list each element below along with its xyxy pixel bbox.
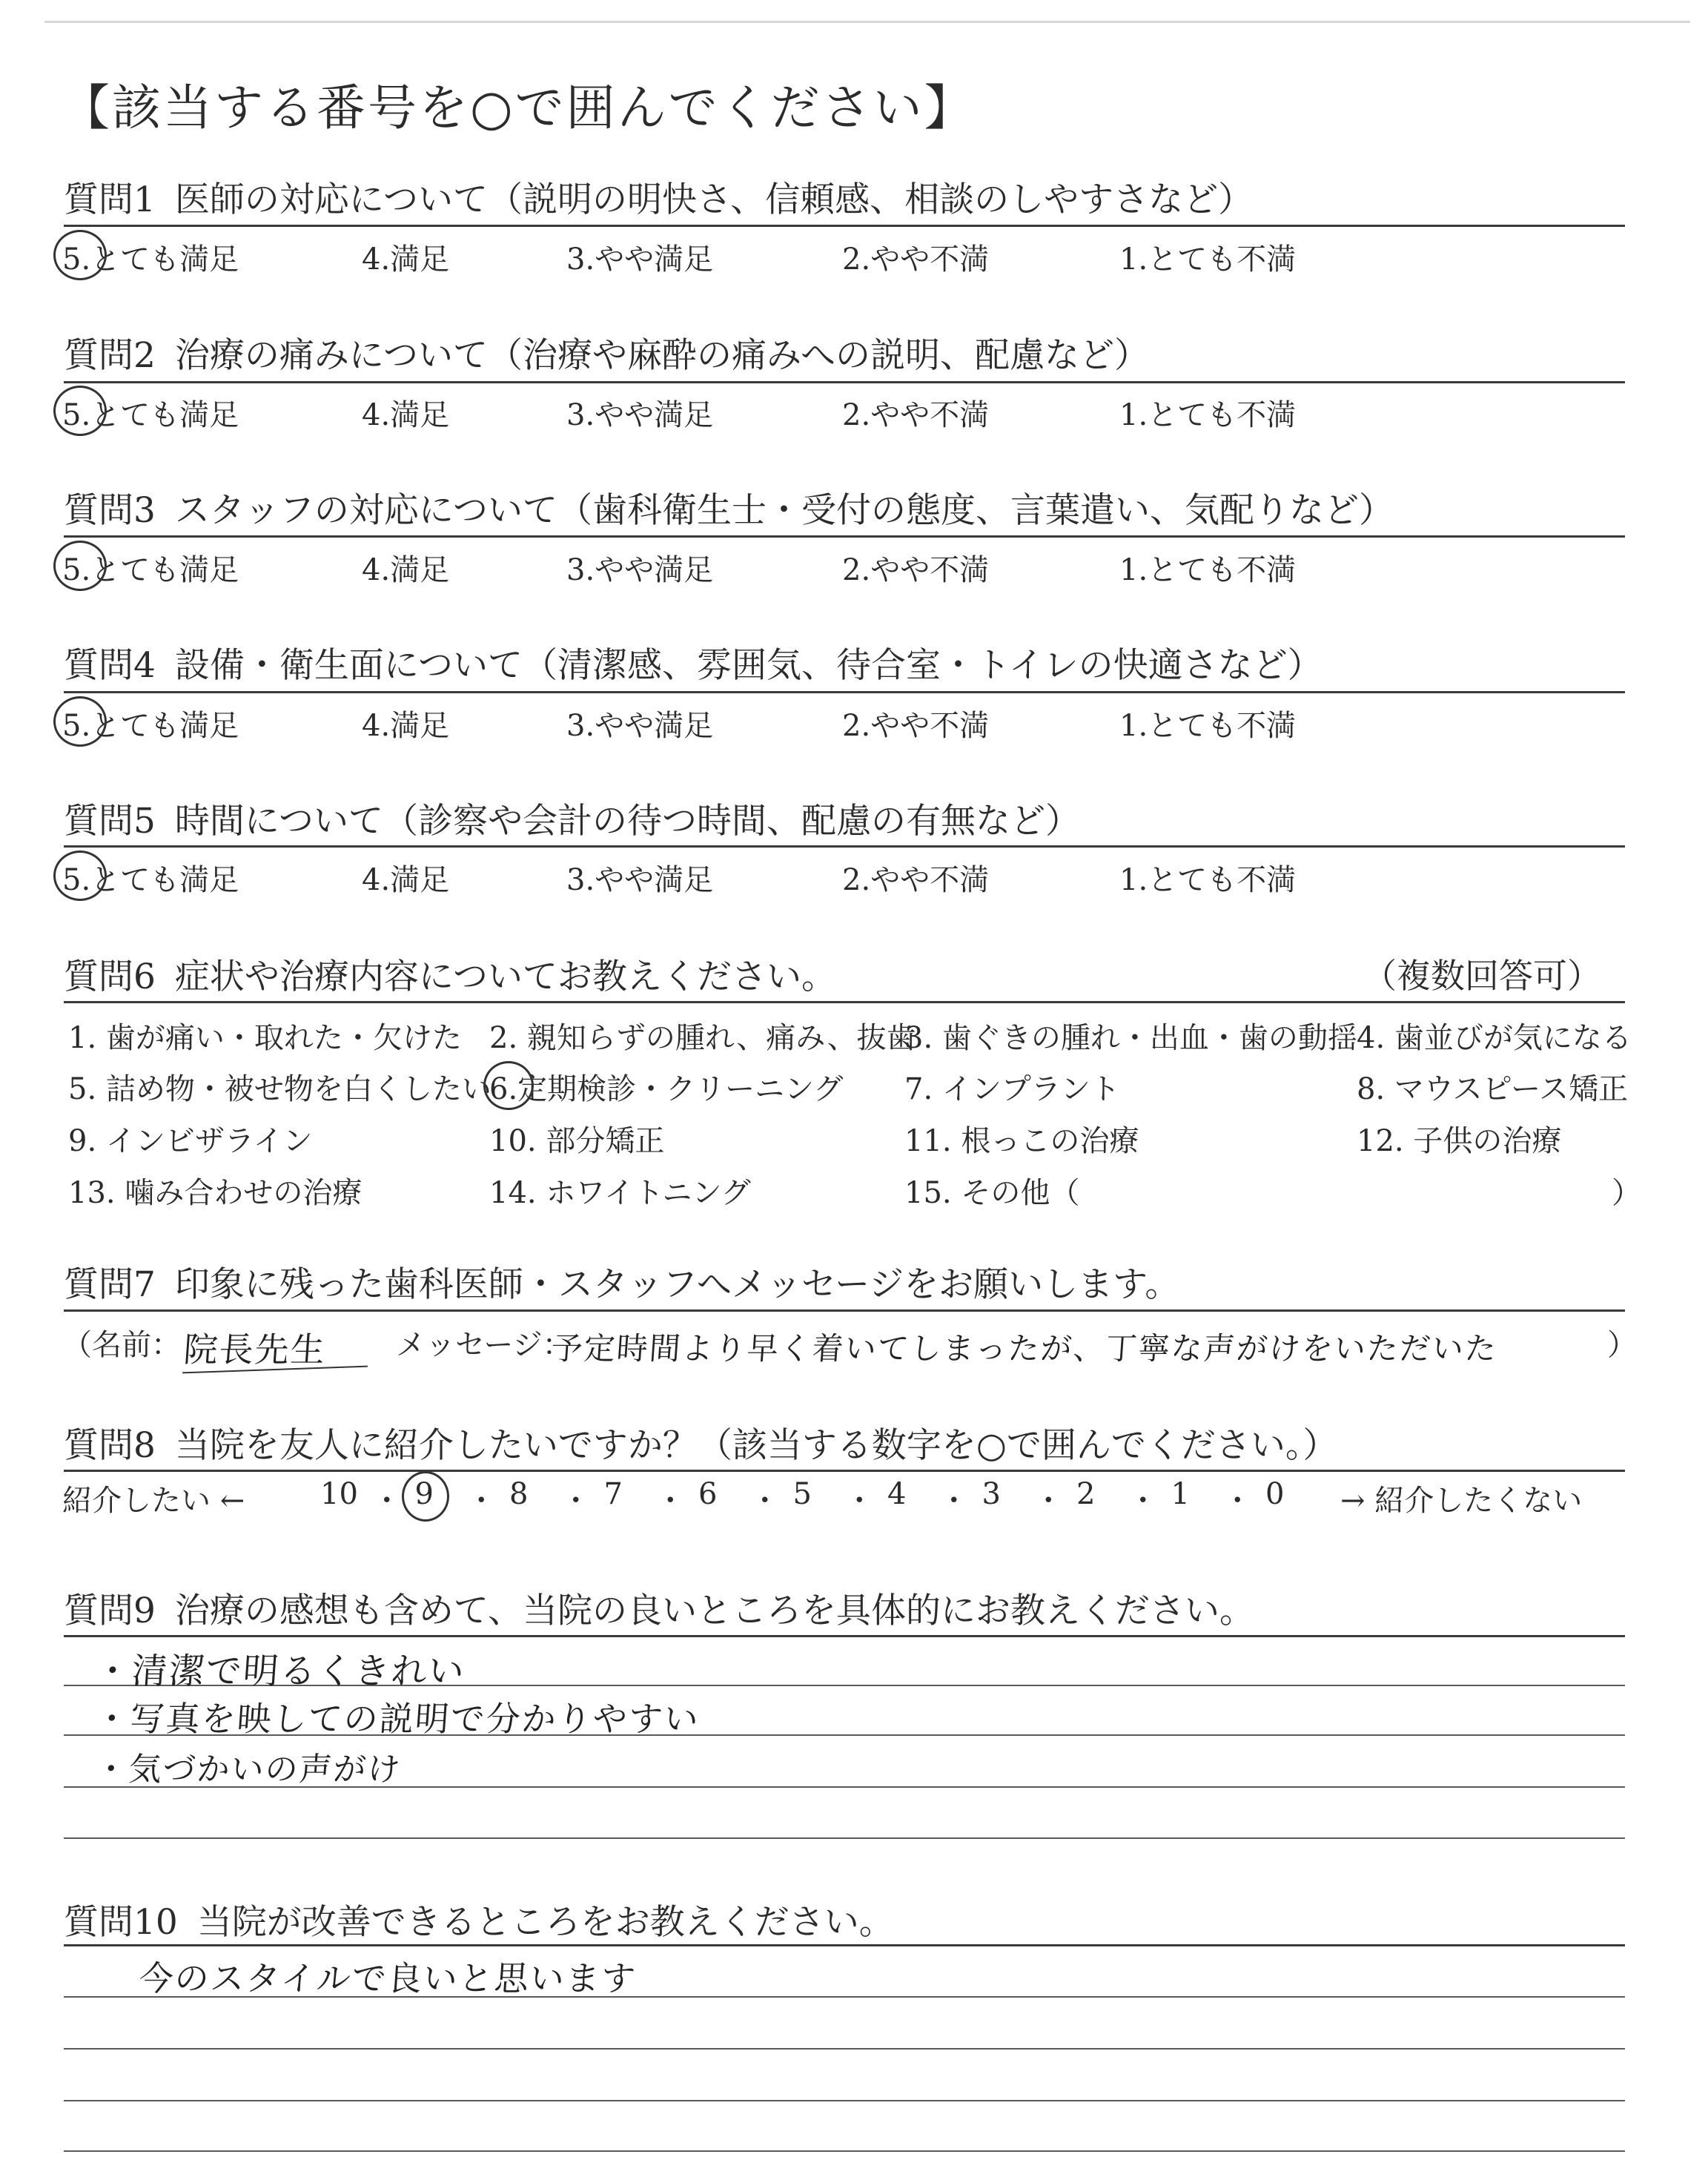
symptom-option-5[interactable]: 5. 詰め物・被せ物を白くしたい [68,1072,491,1106]
name-label: （名前： [62,1328,181,1362]
symptom-option-10[interactable]: 10. 部分矯正 [489,1124,665,1158]
message-close-paren: ） [1607,1328,1637,1362]
recommend-score-9[interactable]: 9 [414,1477,434,1511]
q4-option-1[interactable]: 1.とても不満 [1119,709,1297,743]
question-1-title: 質問1 医師の対応について（説明の明快さ、信頼感、相談のしやすさなど） [64,179,1254,220]
question-1-rule [64,225,1625,227]
recommend-score-3[interactable]: 3 [982,1477,1001,1511]
question-9-title: 質問9 治療の感想も含めて、当院の良いところを具体的にお教えください。 [64,1591,1254,1631]
q3-option-3[interactable]: 3.やや満足 [566,553,714,587]
q4-option-3[interactable]: 3.やや満足 [566,709,714,743]
question-10-rule [64,1944,1625,1946]
scale-separator: ・ [371,1484,402,1518]
recommend-score-4[interactable]: 4 [887,1477,907,1511]
question-2-rule [64,381,1625,383]
q1-option-4[interactable]: 4.満足 [362,242,450,277]
q5-option-3[interactable]: 3.やや満足 [566,863,714,897]
recommend-score-10[interactable]: 10 [320,1477,358,1511]
handwritten-message: 予定時間より早く着いてしまったが、丁寧な声がけをいただいた [550,1330,1499,1367]
question-3-rule [64,535,1625,538]
question-5-title: 質問5 時間について（診察や会計の待つ時間、配慮の有無など） [64,801,1080,842]
symptom-option-14[interactable]: 14. ホワイトニング [489,1176,751,1210]
question-4-title: 質問4 設備・衛生面について（清潔感、雰囲気、待合室・トイレの快適さなど） [64,645,1323,686]
symptom-option-11[interactable]: 11. 根っこの治療 [904,1124,1139,1158]
q1-option-5[interactable]: 5.とても満足 [62,242,239,277]
recommend-score-0[interactable]: 0 [1265,1477,1285,1511]
symptom-selected-circle [483,1061,534,1110]
question-7-title: 質問7 印象に残った歯科医師・スタッフへメッセージをお願いします。 [64,1264,1180,1305]
q3-option-4[interactable]: 4.満足 [362,553,450,587]
good-point-3: ・気づかいの声がけ [93,1751,403,1789]
question-5-rule [64,845,1625,848]
message-label: メッセージ： [396,1328,572,1362]
question-8-title: 質問8 当院を友人に紹介したいですか？（該当する数字を○で囲んでください。） [64,1425,1338,1466]
question-7-rule [64,1309,1625,1312]
q3-option-5[interactable]: 5.とても満足 [62,553,239,587]
answer-line [64,2150,1625,2152]
q4-option-5[interactable]: 5.とても満足 [62,709,239,743]
recommend-score-5[interactable]: 5 [792,1477,812,1511]
scale-separator: ・ [1128,1484,1158,1518]
q3-selected-circle [53,541,107,591]
q2-option-5[interactable]: 5.とても満足 [62,398,239,432]
recommend-score-8[interactable]: 8 [509,1477,529,1511]
good-point-1: ・清潔で明るくきれい [93,1651,467,1692]
recommend-score-7[interactable]: 7 [603,1477,623,1511]
symptom-option-6[interactable]: 6.定期検診・クリーニング [489,1072,844,1106]
form-header: 【該当する番号を○で囲んでください】 [61,79,976,136]
q2-selected-circle [53,386,107,436]
q5-option-4[interactable]: 4.満足 [362,863,450,897]
q2-option-2[interactable]: 2.やや不満 [842,398,990,432]
q5-option-5[interactable]: 5.とても満足 [62,863,239,897]
recommend-right-label: → 紹介したくない [1340,1484,1583,1518]
scale-separator: ・ [844,1484,875,1518]
question-4-rule [64,691,1625,693]
q4-option-4[interactable]: 4.満足 [362,709,450,743]
question-6-rule [64,1001,1625,1003]
scale-separator: ・ [1222,1484,1253,1518]
scale-separator: ・ [466,1484,497,1518]
symptom-option-15[interactable]: 15. その他（ [904,1176,1080,1210]
q4-option-2[interactable]: 2.やや不満 [842,709,990,743]
symptom-option-16: ） [1612,1176,1641,1210]
recommend-selected-circle [402,1471,449,1522]
scale-separator: ・ [560,1484,591,1518]
q3-option-1[interactable]: 1.とても不満 [1119,553,1297,587]
q1-selected-circle [53,230,107,280]
question-8-rule [64,1470,1625,1472]
q2-option-4[interactable]: 4.満足 [362,398,450,432]
symptom-option-8[interactable]: 8. マウスピース矯正 [1357,1072,1629,1106]
scale-separator: ・ [939,1484,969,1518]
recommend-score-1[interactable]: 1 [1171,1477,1190,1511]
question-10-title: 質問10 当院が改善できるところをお教えください。 [64,1902,894,1943]
scale-separator: ・ [749,1484,780,1518]
answer-line [64,2048,1625,2050]
q1-option-2[interactable]: 2.やや不満 [842,242,990,277]
question-9-rule [64,1635,1625,1637]
question-6-title: 質問6 症状や治療内容についてお教えください。 [64,957,836,997]
symptom-option-4[interactable]: 4. 歯並びが気になる [1357,1021,1632,1055]
answer-line [64,1837,1625,1839]
handwritten-name: 院長先生 [182,1330,328,1370]
q1-option-1[interactable]: 1.とても不満 [1119,242,1297,277]
q5-option-1[interactable]: 1.とても不満 [1119,863,1297,897]
answer-line [64,2100,1625,2101]
q3-option-2[interactable]: 2.やや不満 [842,553,990,587]
recommend-score-2[interactable]: 2 [1076,1477,1096,1511]
recommend-score-6[interactable]: 6 [698,1477,718,1511]
recommend-left-label: 紹介したい ← [62,1484,245,1518]
good-point-2: ・写真を映しての説明で分かりやすい [93,1699,701,1739]
q1-option-3[interactable]: 3.やや満足 [566,242,714,277]
symptom-option-3[interactable]: 3. 歯ぐきの腫れ・出血・歯の動揺 [904,1021,1357,1055]
scale-separator: ・ [1033,1484,1064,1518]
q5-selected-circle [53,851,107,901]
symptom-option-2[interactable]: 2. 親知らずの腫れ、痛み、抜歯 [489,1021,916,1055]
q2-option-3[interactable]: 3.やや満足 [566,398,714,432]
symptom-option-13[interactable]: 13. 噛み合わせの治療 [68,1176,363,1210]
question-3-title: 質問3 スタッフの対応について（歯科衛生士・受付の態度、言葉遣い、気配りなど） [64,490,1394,531]
improvement-answer: 今のスタイルで良いと思います [137,1958,638,1998]
scale-separator: ・ [655,1484,686,1518]
symptom-option-9[interactable]: 9. インビザライン [68,1124,313,1158]
symptom-option-7[interactable]: 7. インプラント [904,1072,1120,1106]
symptom-option-12[interactable]: 12. 子供の治療 [1357,1124,1562,1158]
q2-option-1[interactable]: 1.とても不満 [1119,398,1297,432]
q5-option-2[interactable]: 2.やや不満 [842,863,990,897]
q4-selected-circle [53,696,107,747]
question-2-title: 質問2 治療の痛みについて（治療や麻酔の痛みへの説明、配慮など） [64,335,1150,376]
multiple-answer-note: （複数回答可） [1363,956,1601,996]
symptom-option-1[interactable]: 1. 歯が痛い・取れた・欠けた [68,1021,462,1055]
